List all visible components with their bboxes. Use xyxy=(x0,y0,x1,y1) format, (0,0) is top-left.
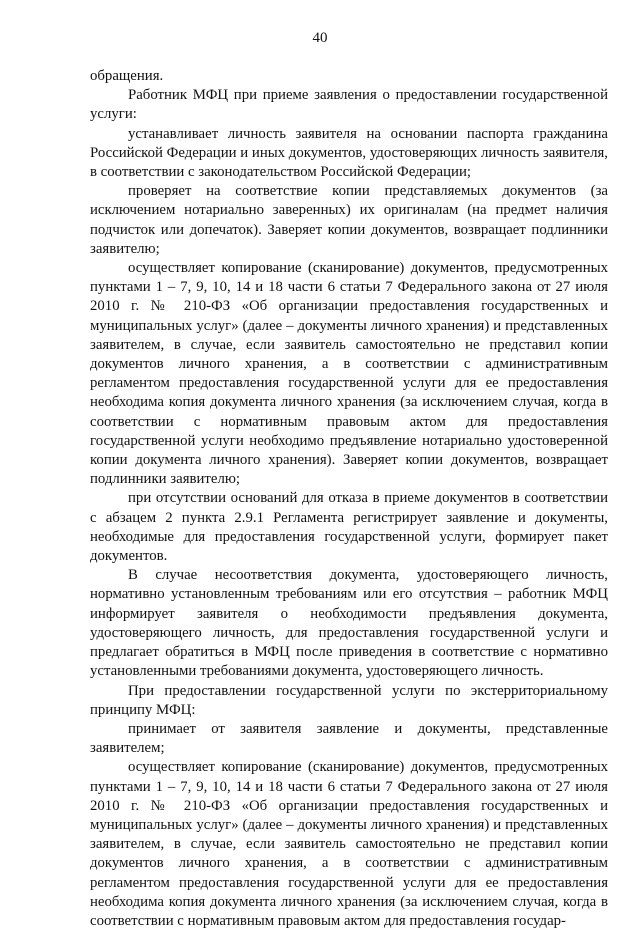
paragraph: проверяет на соответствие копии представляемых документов (за исключением нотариально заверенных) их оригиналам (на предмет наличия подчисток или допечаток). Заверяет копии документов, возвращает подлинники заявителю; xyxy=(90,183,608,257)
paragraph: принимает от заявителя заявление и документы, представленные заявителем; xyxy=(90,720,608,757)
paragraph: В случае несоответствия документа, удостоверяющего личность, нормативно установленным требованиям или его отсутствия – работник МФЦ информирует заявителя о необходимости предъявления документа, удостоверяющего личность, для предоставления государственной услуги и предлагает обратиться в МФЦ после приведения в соответствие с нормативно установленными требованиями документа, удостоверяющего личность. xyxy=(90,567,608,680)
paragraph: устанавливает личность заявителя на основании паспорта гражданина Российской Федерации и иных документов, удостоверяющих личность заявителя, в соответствии с законодательством Российской Федерации; xyxy=(90,125,608,181)
page-number: 40 xyxy=(312,30,328,46)
paragraph-continuation: обращения. xyxy=(90,68,164,84)
paragraph: осуществляет копирование (сканирование) документов, предусмотренных пунктами 1 – 7, 9, 10, 14 и 18 части 6 статьи 7 Федерального закона от 27 июля 2010 г. № 210-ФЗ «Об организации предоставления государственных и муниципальных услуг» (далее – документы личного хранения) и представленных заявителем, в случае, если заявитель самостоятельно не представил копии документов личного хранения, а в соответствии с административным регламентом предоставления государственной услуги для ее предоставления необходима копия документа личного хранения (за исключением случая, когда в соответствии с нормативным правовым актом для предоставления государственной услуги необходимо предъявление нотариально удостоверенной копии документа личного хранения). Заверяет копии документов, возвращает подлинники заявителю; xyxy=(90,260,608,488)
paragraph: При предоставлении государственной услуги по экстерриториальному принципу МФЦ: xyxy=(90,682,608,718)
document-body xyxy=(90,67,608,931)
paragraph: Работник МФЦ при приеме заявления о предоставлении государственной услуги: xyxy=(90,87,608,123)
paragraph: осуществляет копирование (сканирование) документов, предусмотренных пунктами 1 – 7, 9, 10, 14 и 18 части 6 статьи 7 Федерального закона от 27 июля 2010 г. № 210-ФЗ «Об организации предоставления государственных и муниципальных услуг» (далее – документы личного хранения) и представленных заявителем, в случае, если заявитель самостоятельно не представил копии документов личного хранения, а в соответствии с административным регламентом предоставления государственной услуги для ее предоставления необходима копия документа личного хранения (за исключением случая, когда в соответствии с нормативным правовым актом для предоставления государ- xyxy=(90,759,608,929)
paragraph: при отсутствии оснований для отказа в приеме документов в соответствии с абзацем 2 пункта 2.9.1 Регламента регистрирует заявление и документы, необходимые для предоставления государственной услуги, формирует пакет документов. xyxy=(90,490,608,565)
